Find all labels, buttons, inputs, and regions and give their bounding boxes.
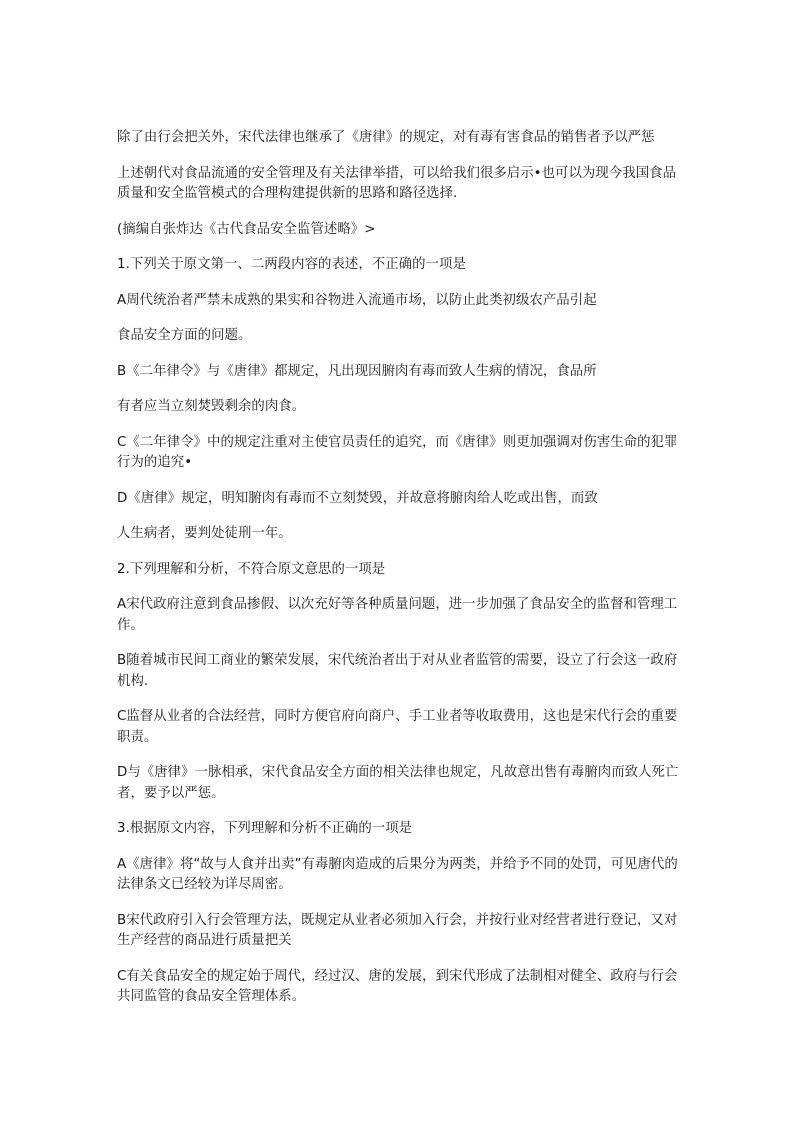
question-1-stem: 1.下列关于原文第一、二两段内容的表述，不正确的一项是 (117, 257, 466, 272)
source-citation: (摘编自张炸达《古代食品安全监管述略》> (117, 221, 376, 237)
question-2-option-b: B随着城市民间工商业的繁荣发展，宋代统治者出于对从业者监管的需要，设立了行会这一政府机构. (117, 653, 678, 689)
question-2-stem: 2.下列理解和分析，不符合原文意思的一项是 (117, 561, 386, 577)
question-2-option-d: D与《唐律》一脉相承，宋代食品安全方面的相关法律也规定，凡故意出售有毒腑肉而致人死亡者，要予以严惩。 (117, 765, 679, 801)
question-1-option-d-line2: 人生病者，要判处徒刑一年。 (117, 526, 292, 541)
question-1-option-b-line1: B《二年律令》与《唐律》都规定，凡出现因腑肉有毒而致人生病的情况，食品所 (117, 363, 597, 379)
question-1-option-c: C《二年律令》中的规定注重对主使官员责任的追究，而《唐律》则更加强调对伤害生命的犯罪行为的追究• (117, 434, 678, 470)
question-2-option-c: C监督从业者的合法经营，同时方便官府向商户、手工业者等收取费用，这也是宋代行会的重要职责。 (117, 709, 678, 745)
paragraph-conclusion: 上述朝代对食品流通的安全管理及有关法律举措，可以给我们很多启示•也可以为现今我国食品质量和安全监管模式的合理构建提供新的思路和路径选择. (117, 165, 677, 201)
question-1-option-b-line2: 有者应当立刻焚毁剩余的肉食。 (117, 399, 306, 414)
question-1-option-d-line1: D《唐律》规定，明知腑肉有毒而不立刻焚毁，并故意将腑肉给人吃或出售，而致 (117, 490, 598, 506)
question-3-option-b: B宋代政府引入行会管理方法，既规定从业者必须加入行会，并按行业对经营者进行登记，又对生产经营的商品进行质量把关 (117, 912, 678, 948)
question-1-option-a-line1: A周代统治者严禁未成熟的果实和谷物进入流通市场，以防止此类初级农产品引起 (117, 292, 597, 308)
paragraph-song-law-punishment: 除了由行会把关外，宋代法律也继承了《唐律》的规定，对有毒有害食品的销售者予以严惩 (117, 130, 655, 145)
question-1-option-a-line2: 食品安全方面的问题。 (117, 328, 252, 343)
question-3-option-c: C有关食品安全的规定始于周代，经过汉、唐的发展，到宋代形成了法制相对健全、政府与行会共同监管的食品安全管理体系。 (117, 968, 678, 1004)
question-3-stem: 3.根据原文内容，下列理解和分析不正确的一项是 (117, 821, 413, 836)
question-2-option-a: A宋代政府注意到食品掺假、以次充好等各种质量问题，进一步加强了食品安全的监督和管理工作。 (117, 597, 678, 633)
document-page (117, 128, 679, 1023)
question-3-option-a: A《唐律》将“故与人食并出卖”有毒腑肉造成的后果分为两类，并给予不同的处罚，可见唐代的法律条文已经较为详尽周密。 (117, 856, 678, 892)
